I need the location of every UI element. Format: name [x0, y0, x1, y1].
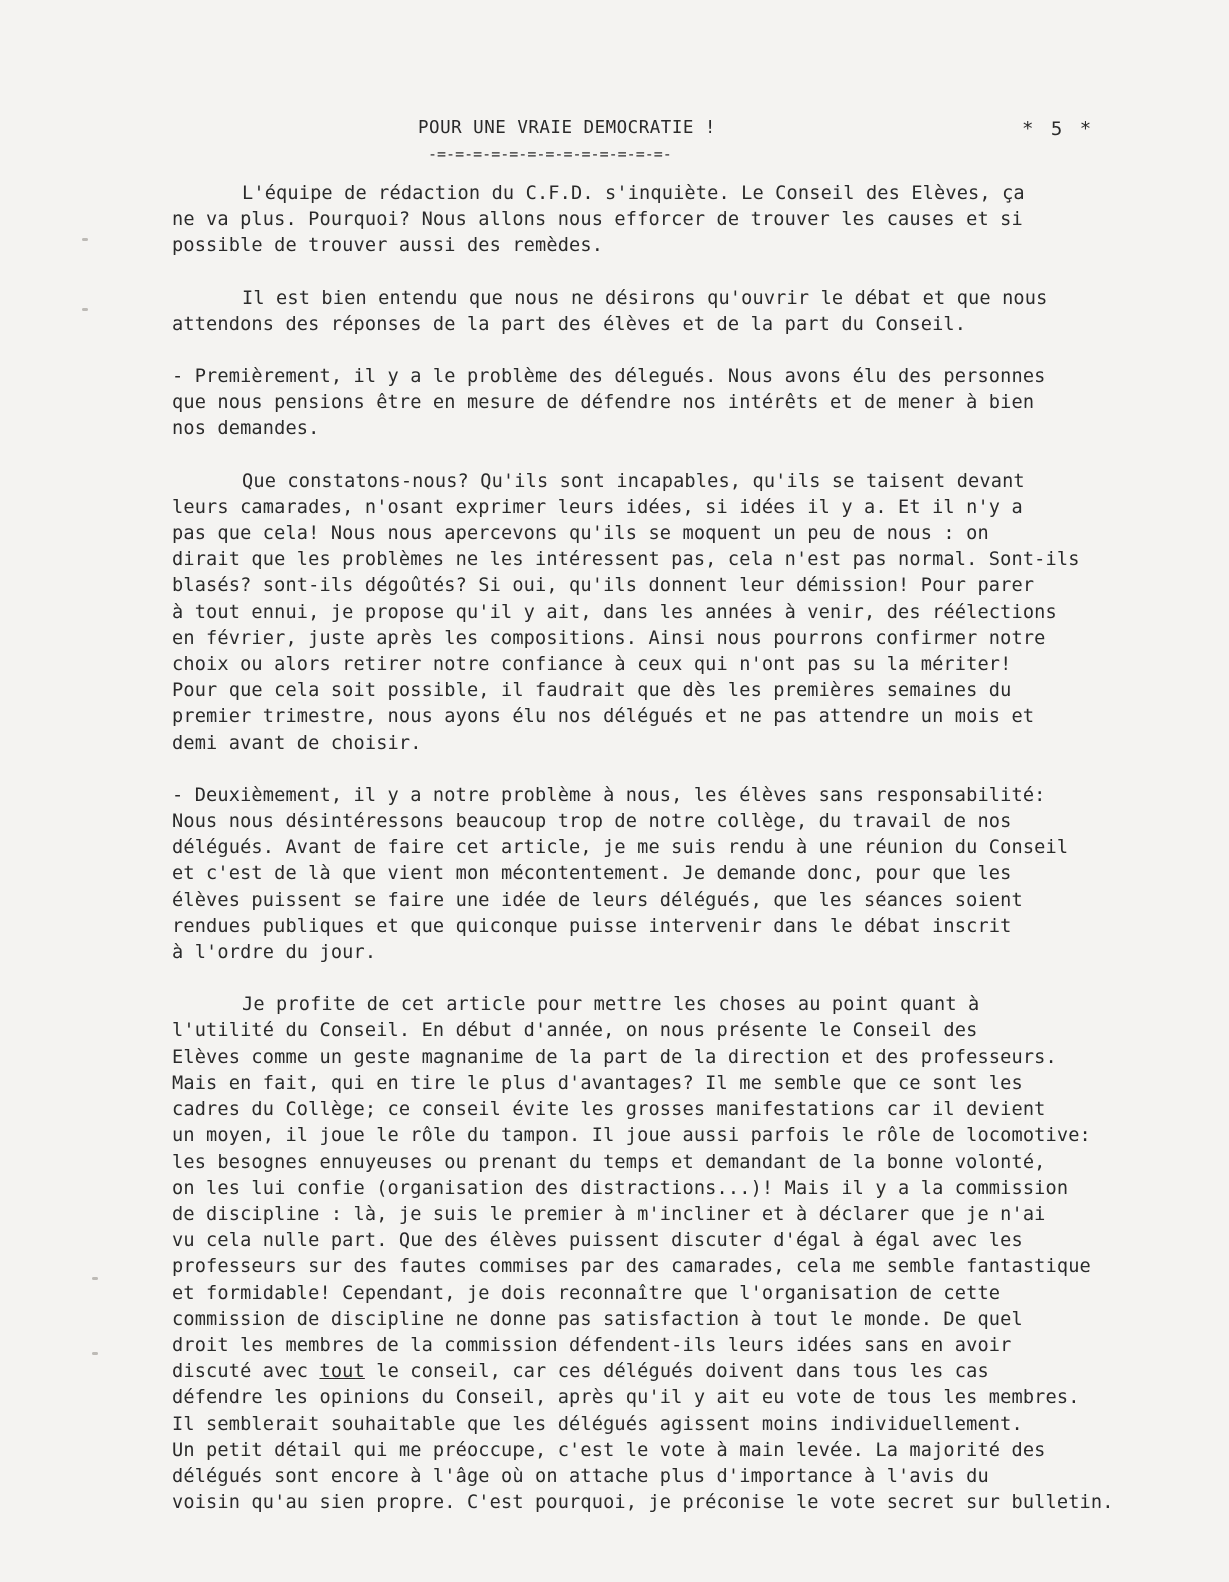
text-line: ne va plus. Pourquoi? Nous allons nous efforcer de trouver les causes et si [172, 209, 1023, 231]
text-line: Nous nous désintéressons beaucoup trop de notre collège, du travail de nos [172, 811, 1012, 833]
text-line: premier trimestre, nous ayons élu nos délégués et ne pas attendre un mois et [172, 706, 1035, 728]
text-line: que nous pensions être en mesure de défendre nos intérêts et de mener à bien [172, 392, 1035, 414]
text-line: Elèves comme un geste magnanime de la part de la direction et des professeurs. [172, 1046, 1057, 1068]
text-line: choix ou alors retirer notre confiance à ceux qui n'ont pas su la mériter! [172, 654, 1012, 676]
text-line: blasés? sont-ils dégoûtés? Si oui, qu'ils donnent leur démission! Pour parer [172, 575, 1035, 597]
text-line: les besognes ennuyeuses ou prenant du temps et demandant de la bonne volonté, [172, 1151, 1046, 1173]
text-segment: discuté avec [172, 1361, 320, 1383]
article-body [172, 181, 1162, 1542]
text-line: l'utilité du Conseil. En début d'année, on nous présente le Conseil des [172, 1020, 978, 1042]
text-line: leurs camarades, n'osant exprimer leurs idées, si idées il y a. Et il n'y a [172, 496, 1023, 518]
text-line: défendre les opinions du Conseil, après qu'il y ait eu vote de tous les membres. [172, 1387, 1080, 1409]
text-line: voisin qu'au sien propre. C'est pourquoi, je préconise le vote secret sur bulletin. [172, 1492, 1114, 1514]
text-line: Un petit détail qui me préoccupe, c'est le vote à main levée. La majorité des [172, 1439, 1046, 1461]
text-line: professeurs sur des fautes commises par des camarades, cela me semble fantastique [172, 1256, 1091, 1278]
text-line: en février, juste après les compositions. Ainsi nous pourrons confirmer notre [172, 627, 1046, 649]
paragraph [172, 286, 1162, 338]
paragraph [172, 783, 1162, 966]
paragraph [172, 992, 1162, 1516]
text-line: Que constatons-nous? Qu'ils sont incapables, qu'ils se taisent devant [242, 470, 1025, 492]
text-line: un moyen, il joue le rôle du tampon. Il joue aussi parfois le rôle de locomotive: [172, 1125, 1091, 1147]
text-line: délégués sont encore à l'âge où on attache plus d'importance à l'avis du [172, 1465, 989, 1487]
underlined-word: tout [319, 1361, 365, 1383]
text-line: délégués. Avant de faire cet article, je me suis rendu à une réunion du Conseil [172, 837, 1069, 859]
page-header [0, 118, 1229, 168]
text-line-with-underline [172, 1359, 1162, 1385]
text-line: dirait que les problèmes ne les intéressent pas, cela n'est pas normal. Sont-ils [172, 549, 1080, 571]
text-line: L'équipe de rédaction du C.F.D. s'inquiète. Le Conseil des Elèves, ça [242, 183, 1025, 204]
text-line: nos demandes. [172, 418, 320, 440]
paragraph [172, 469, 1162, 757]
punch-hole-mark [92, 1352, 98, 1355]
text-line: Je profite de cet article pour mettre les choses au point quant à [242, 994, 980, 1016]
text-line: Il semblerait souhaitable que les délégués agissent moins individuellement. [172, 1413, 1023, 1435]
text-line: cadres du Collège; ce conseil évite les grosses manifestations car il devient [172, 1099, 1046, 1121]
text-line: élèves puissent se faire une idée de leurs délégués, que les séances soient [172, 889, 1023, 911]
text-line: à l'ordre du jour. [172, 942, 377, 964]
title-underline: -=-=-=-=-=-=-=-=-=-=-=-=-=- [428, 145, 672, 163]
paragraph [172, 181, 1162, 260]
text-line: pas que cela! Nous nous apercevons qu'ils se moquent un peu de nous : on [172, 523, 989, 545]
text-line: de discipline : là, je suis le premier à m'incliner et à déclarer que je n'ai [172, 1203, 1046, 1225]
text-line: à tout ennui, je propose qu'il y ait, dans les années à venir, des réélections [172, 601, 1057, 623]
text-line: et formidable! Cependant, je dois reconnaître que l'organisation de cette [172, 1282, 1001, 1304]
text-line: droit les membres de la commission défendent-ils leurs idées sans en avoir [172, 1334, 1012, 1356]
punch-hole-mark [92, 1277, 98, 1280]
text-line: Mais en fait, qui en tire le plus d'avantages? Il me semble que ce sont les [172, 1072, 1023, 1094]
text-line: commission de discipline ne donne pas satisfaction à tout le monde. De quel [172, 1308, 1023, 1330]
text-line: Il est bien entendu que nous ne désirons qu'ouvrir le débat et que nous [242, 287, 1048, 309]
text-line: on les lui confie (organisation des distractions...)! Mais il y a la commission [172, 1177, 1069, 1199]
punch-hole-mark [82, 308, 88, 311]
page-title: POUR UNE VRAIE DEMOCRATIE ! [418, 118, 716, 138]
text-line: - Premièrement, il y a le problème des délegués. Nous avons élu des personnes [172, 366, 1046, 388]
text-segment: le conseil, car ces délégués doivent dans tous les cas [364, 1361, 989, 1383]
text-line: et c'est de là que vient mon mécontentement. Je demande donc, pour que les [172, 863, 1012, 885]
page-number: * 5 * [1022, 118, 1095, 140]
text-line: rendues publiques et que quiconque puisse intervenir dans le débat inscrit [172, 915, 1012, 937]
text-line: - Deuxièmement, il y a notre problème à nous, les élèves sans responsabilité: [172, 784, 1046, 806]
text-line: Pour que cela soit possible, il faudrait que dès les premières semaines du [172, 680, 1012, 702]
text-line: possible de trouver aussi des remèdes. [172, 235, 604, 257]
paragraph [172, 364, 1162, 443]
text-line: attendons des réponses de la part des élèves et de la part du Conseil. [172, 313, 967, 335]
punch-hole-mark [82, 238, 88, 241]
text-line: vu cela nulle part. Que des élèves puissent discuter d'égal à égal avec les [172, 1230, 1023, 1252]
text-line: demi avant de choisir. [172, 732, 422, 754]
